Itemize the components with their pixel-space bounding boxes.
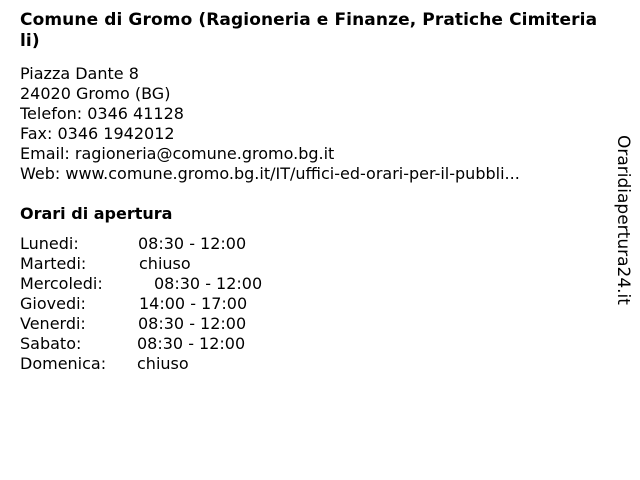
time-value: 08:30 - 12:00 [137, 334, 246, 353]
email-text: Email: ragioneria@comune.gromo.bg.it [20, 144, 335, 163]
web-text: Web: www.comune.gromo.bg.it/IT/uffici-ed-orari-per-il-pubbli... [20, 164, 520, 183]
day-label: Lunedi: [20, 234, 79, 253]
address-street: Piazza Dante 8 [20, 64, 139, 83]
site-watermark: Oraridiapertura24.it [613, 135, 633, 305]
opening-hours-heading: Orari di apertura [20, 204, 173, 223]
day-label: Martedi: [20, 254, 87, 273]
day-label: Sabato: [20, 334, 82, 353]
time-value: chiuso [137, 354, 189, 373]
time-value: chiuso [139, 254, 191, 273]
phone-text: Telefon: 0346 41128 [20, 104, 184, 123]
day-label: Giovedi: [20, 294, 86, 313]
time-value: 08:30 - 12:00 [138, 314, 247, 333]
address-city: 24020 Gromo (BG) [20, 84, 171, 103]
day-label: Mercoledi: [20, 274, 103, 293]
day-label: Venerdi: [20, 314, 86, 333]
time-value: 08:30 - 12:00 [138, 234, 247, 253]
page-title: Comune di Gromo (Ragioneria e Finanze, Pratiche Cimiteriali) [20, 10, 598, 51]
fax-text: Fax: 0346 1942012 [20, 124, 175, 143]
time-value: 14:00 - 17:00 [139, 294, 248, 313]
contact-block [20, 64, 590, 184]
time-value: 08:30 - 12:00 [154, 274, 263, 293]
day-label: Domenica: [20, 354, 107, 373]
